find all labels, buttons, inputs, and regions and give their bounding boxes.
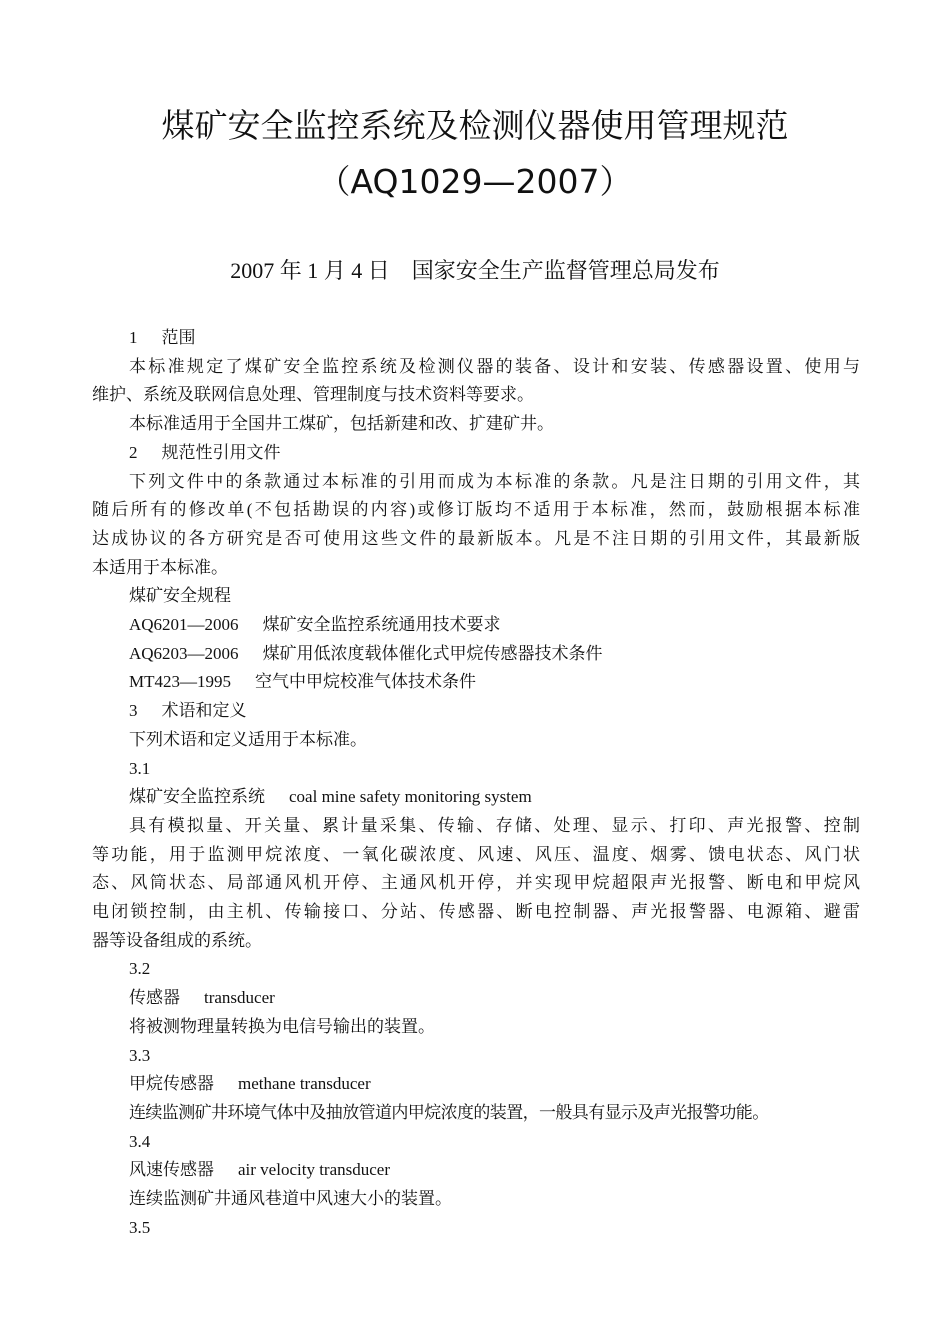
term-chinese: 煤矿安全监控系统 bbox=[129, 787, 265, 807]
section-title: 范围 bbox=[161, 328, 196, 347]
reference-item bbox=[92, 611, 860, 640]
paragraph-line: 本标准规定了煤矿安全监控系统及检测仪器的装备、设计和安装、传感器设置、使用与 bbox=[129, 356, 860, 376]
publication-date: 2007 年 1 月 4 日 bbox=[230, 258, 390, 283]
document-body bbox=[92, 324, 860, 1243]
document-title: 煤矿安全监控系统及检测仪器使用管理规范 bbox=[161, 106, 789, 145]
reference-title: 煤矿安全监控系统通用技术要求 bbox=[262, 615, 501, 635]
section-2-heading bbox=[92, 439, 860, 468]
paragraph-line: 下列术语和定义适用于本标准。 bbox=[129, 729, 367, 749]
term-number: 3.5 bbox=[129, 1217, 151, 1237]
term-heading bbox=[92, 1070, 860, 1099]
reference-title: 煤矿用低浓度载体催化式甲烷传感器技术条件 bbox=[262, 643, 603, 663]
paragraph-line: 连续监测矿井环境气体中及抽放管道内甲烷浓度的装置，一般具有显示及声光报警功能。 bbox=[129, 1102, 769, 1122]
term-chinese: 甲烷传感器 bbox=[129, 1074, 214, 1094]
paragraph-line: 电闭锁控制，由主机、传输接口、分站、传感器、断电控制器、声光报警器、电源箱、避雷 bbox=[92, 902, 860, 922]
section-number: 1 bbox=[129, 328, 138, 347]
reference-code: AQ6201—2006 bbox=[129, 615, 239, 635]
reference-code: AQ6203—2006 bbox=[129, 643, 239, 663]
term-number: 3.4 bbox=[129, 1131, 151, 1151]
term-english: transducer bbox=[204, 988, 275, 1008]
paragraph-line: 将被测物理量转换为电信号输出的装置。 bbox=[129, 1016, 435, 1036]
publication-line bbox=[0, 256, 950, 287]
paragraph-line: 等功能，用于监测甲烷浓度、一氧化碳浓度、风速、风压、温度、烟雾、馈电状态、风门状 bbox=[92, 844, 860, 864]
reference-item bbox=[92, 640, 860, 669]
section-3-heading bbox=[92, 697, 860, 726]
section-1-heading bbox=[92, 324, 860, 353]
term-number: 3.3 bbox=[129, 1045, 151, 1065]
term-heading bbox=[92, 1156, 860, 1185]
reference-item: 煤矿安全规程 bbox=[129, 586, 231, 606]
section-number: 2 bbox=[129, 442, 138, 462]
term-number: 3.2 bbox=[129, 959, 151, 979]
paragraph-line: 具有模拟量、开关量、累计量采集、传输、存储、处理、显示、打印、声光报警、控制 bbox=[129, 815, 860, 835]
paragraph-line: 本标准适用于全国井工煤矿，包括新建和改、扩建矿井。 bbox=[129, 414, 554, 434]
term-chinese: 风速传感器 bbox=[129, 1160, 214, 1180]
term-number: 3.1 bbox=[129, 758, 151, 778]
publisher: 国家安全生产监督管理总局发布 bbox=[411, 259, 720, 284]
term-chinese: 传感器 bbox=[129, 988, 180, 1008]
term-english: methane transducer bbox=[238, 1074, 371, 1094]
paragraph-line: 下列文件中的条款通过本标准的引用而成为本标准的条款。凡是注日期的引用文件，其 bbox=[129, 471, 860, 491]
section-title: 术语和定义 bbox=[161, 701, 247, 721]
reference-title: 空气中甲烷校准气体技术条件 bbox=[255, 672, 476, 692]
paragraph-line: 随后所有的修改单(不包括勘误的内容)或修订版均不适用于本标准，然而，鼓励根据本标准 bbox=[92, 500, 860, 520]
section-title: 规范性引用文件 bbox=[161, 442, 281, 462]
reference-code: MT423—1995 bbox=[129, 672, 231, 692]
term-english: air velocity transducer bbox=[238, 1160, 390, 1180]
reference-item bbox=[92, 668, 860, 697]
section-number: 3 bbox=[129, 701, 138, 721]
paragraph-line: 本适用于本标准。 bbox=[92, 557, 228, 577]
term-heading bbox=[92, 984, 860, 1013]
paragraph-line: 维护、系统及联网信息处理、管理制度与技术资料等要求。 bbox=[92, 385, 534, 405]
term-heading bbox=[92, 783, 860, 812]
paragraph-line: 态、风筒状态、局部通风机开停、主通风机开停，并实现甲烷超限声光报警、断电和甲烷风 bbox=[92, 873, 860, 893]
paragraph-line: 达成协议的各方研究是否可使用这些文件的最新版本。凡是不注日期的引用文件，其最新版 bbox=[92, 528, 860, 548]
standard-code: （AQ1029—2007） bbox=[317, 162, 633, 201]
paragraph-line: 器等设备组成的系统。 bbox=[92, 930, 262, 950]
paragraph-line: 连续监测矿井通风巷道中风速大小的装置。 bbox=[129, 1189, 452, 1209]
term-english: coal mine safety monitoring system bbox=[289, 787, 532, 807]
